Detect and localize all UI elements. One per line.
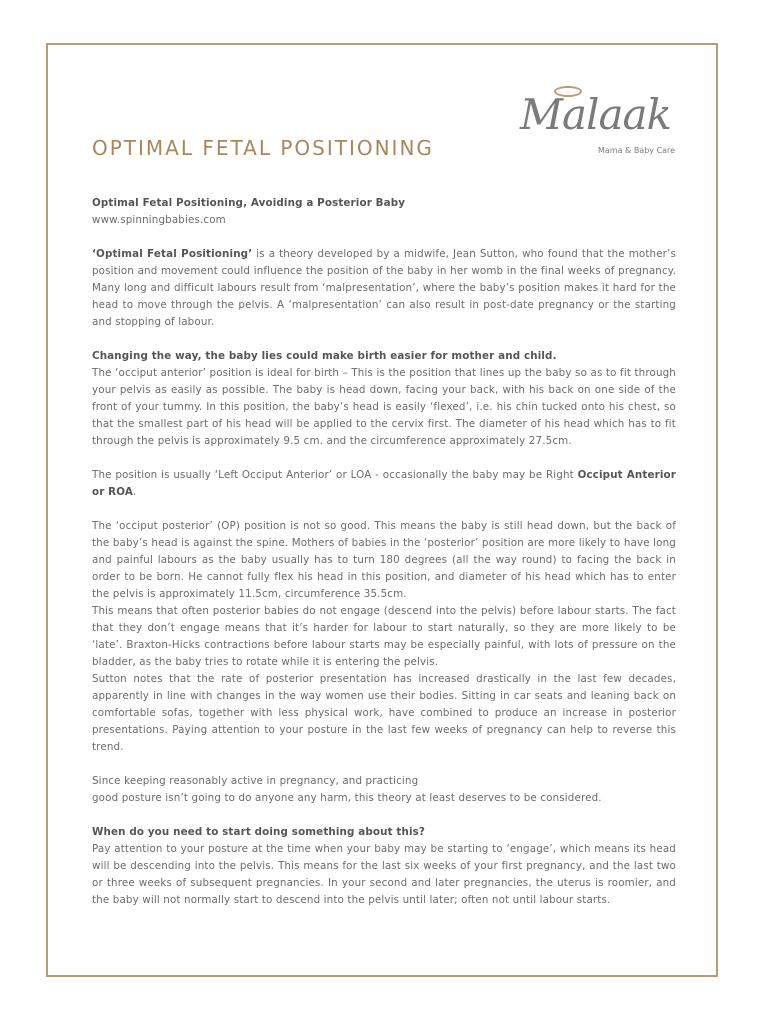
intro-paragraph <box>92 246 676 331</box>
brand-logo <box>520 82 680 162</box>
brand-tagline: Mama & Baby Care <box>598 146 676 155</box>
section1-p6-line2: good posture isn’t going to do anyone any harm, this theory at least deserves to be considered. <box>92 792 602 804</box>
intro-lead: ‘Optimal Fetal Positioning’ <box>92 248 253 260</box>
section1-p1: The ‘occiput anterior’ position is ideal for birth – This is the position that lines up the baby so as to fit through your pelvis as easily as possible. The baby is head down, facing your back, with his back on one side of the front of your tummy. In this position, the baby’s head is easily ‘flexed’, i.e. his chin tucked onto his chest, so that the smallest part of his head will be applied to the cervix first. The diameter of his head which has to fit through the pelvis is approximately 9.5 cm. and the circumference approximately 27.5cm. <box>92 367 676 447</box>
section1-heading: Changing the way, the baby lies could make birth easier for mother and child. <box>92 350 557 362</box>
p2-end: . <box>133 486 137 498</box>
section1-p6-line1: Since keeping reasonably active in pregnancy, and practicing <box>92 775 419 787</box>
section1-p5: Sutton notes that the rate of posterior presentation has increased drastically in the last few decades, apparently in line with changes in the way women use their bodies. Sitting in car seats and leaning back on comfortable sofas, together with less physical work, have combined to produce an increase in posterior presentations. Paying attention to your posture in the last few weeks of pregnancy can help to reverse this trend. <box>92 673 676 753</box>
document-body <box>92 195 676 909</box>
brand-name: Malaak <box>520 90 672 139</box>
page-title: OPTIMAL FETAL POSITIONING <box>92 136 434 160</box>
section2-p1: Pay attention to your posture at the time when your baby may be starting to ‘engage’, which means its head will be descending into the pelvis. This means for the last six weeks of your first pregnancy, and the last two or three weeks of subsequent pregnancies. In your second and later pregnancies, the uterus is roomier, and the baby will not normally start to descend into the pelvis until later; often not until labour starts. <box>92 843 676 906</box>
intro-text: is a theory developed by a midwife, Jean Sutton, who found that the mother’s position and movement could influence the position of the baby in her womb in the final weeks of pregnancy. Many long and difficult labours result from ‘malpresentation’, where the baby’s position makes it hard for the head to move through the pelvis. A ‘malpresentation’ can also result in post-date pregnancy or the starting and stopping of labour. <box>92 248 676 328</box>
section1-p4: This means that often posterior babies do not engage (descend into the pelvis) before labour starts. The fact that they don’t engage means that it’s harder for labour to start naturally, so they are more likely to be ‘late’. Braxton-Hicks contractions before labour starts may be especially painful, with lots of pressure on the bladder, as the baby tries to rotate while it is entering the pelvis. <box>92 605 676 668</box>
section1-p3: The ‘occiput posterior’ (OP) position is not so good. This means the baby is still head down, but the back of the baby’s head is against the spine. Mothers of babies in the ‘posterior’ position are more likely to have long and painful labours as the baby usually has to turn 180 degrees (all the way round) to facing the back in order to be born. He cannot fully flex his head in this position, and diameter of his head which has to enter the pelvis is approximately 11.5cm, circumference 35.5cm. <box>92 520 676 600</box>
p2-bold: Occiput Anterior or ROA <box>92 469 676 498</box>
subtitle: Optimal Fetal Positioning, Avoiding a Posterior Baby <box>92 197 406 209</box>
p2-text: The position is usually ‘Left Occiput Anterior’ or LOA - occasionally the baby may be Right <box>92 469 578 481</box>
source-link[interactable]: www.spinningbabies.com <box>92 214 226 226</box>
section2-heading: When do you need to start doing something about this? <box>92 826 426 838</box>
section1-p2 <box>92 467 676 501</box>
